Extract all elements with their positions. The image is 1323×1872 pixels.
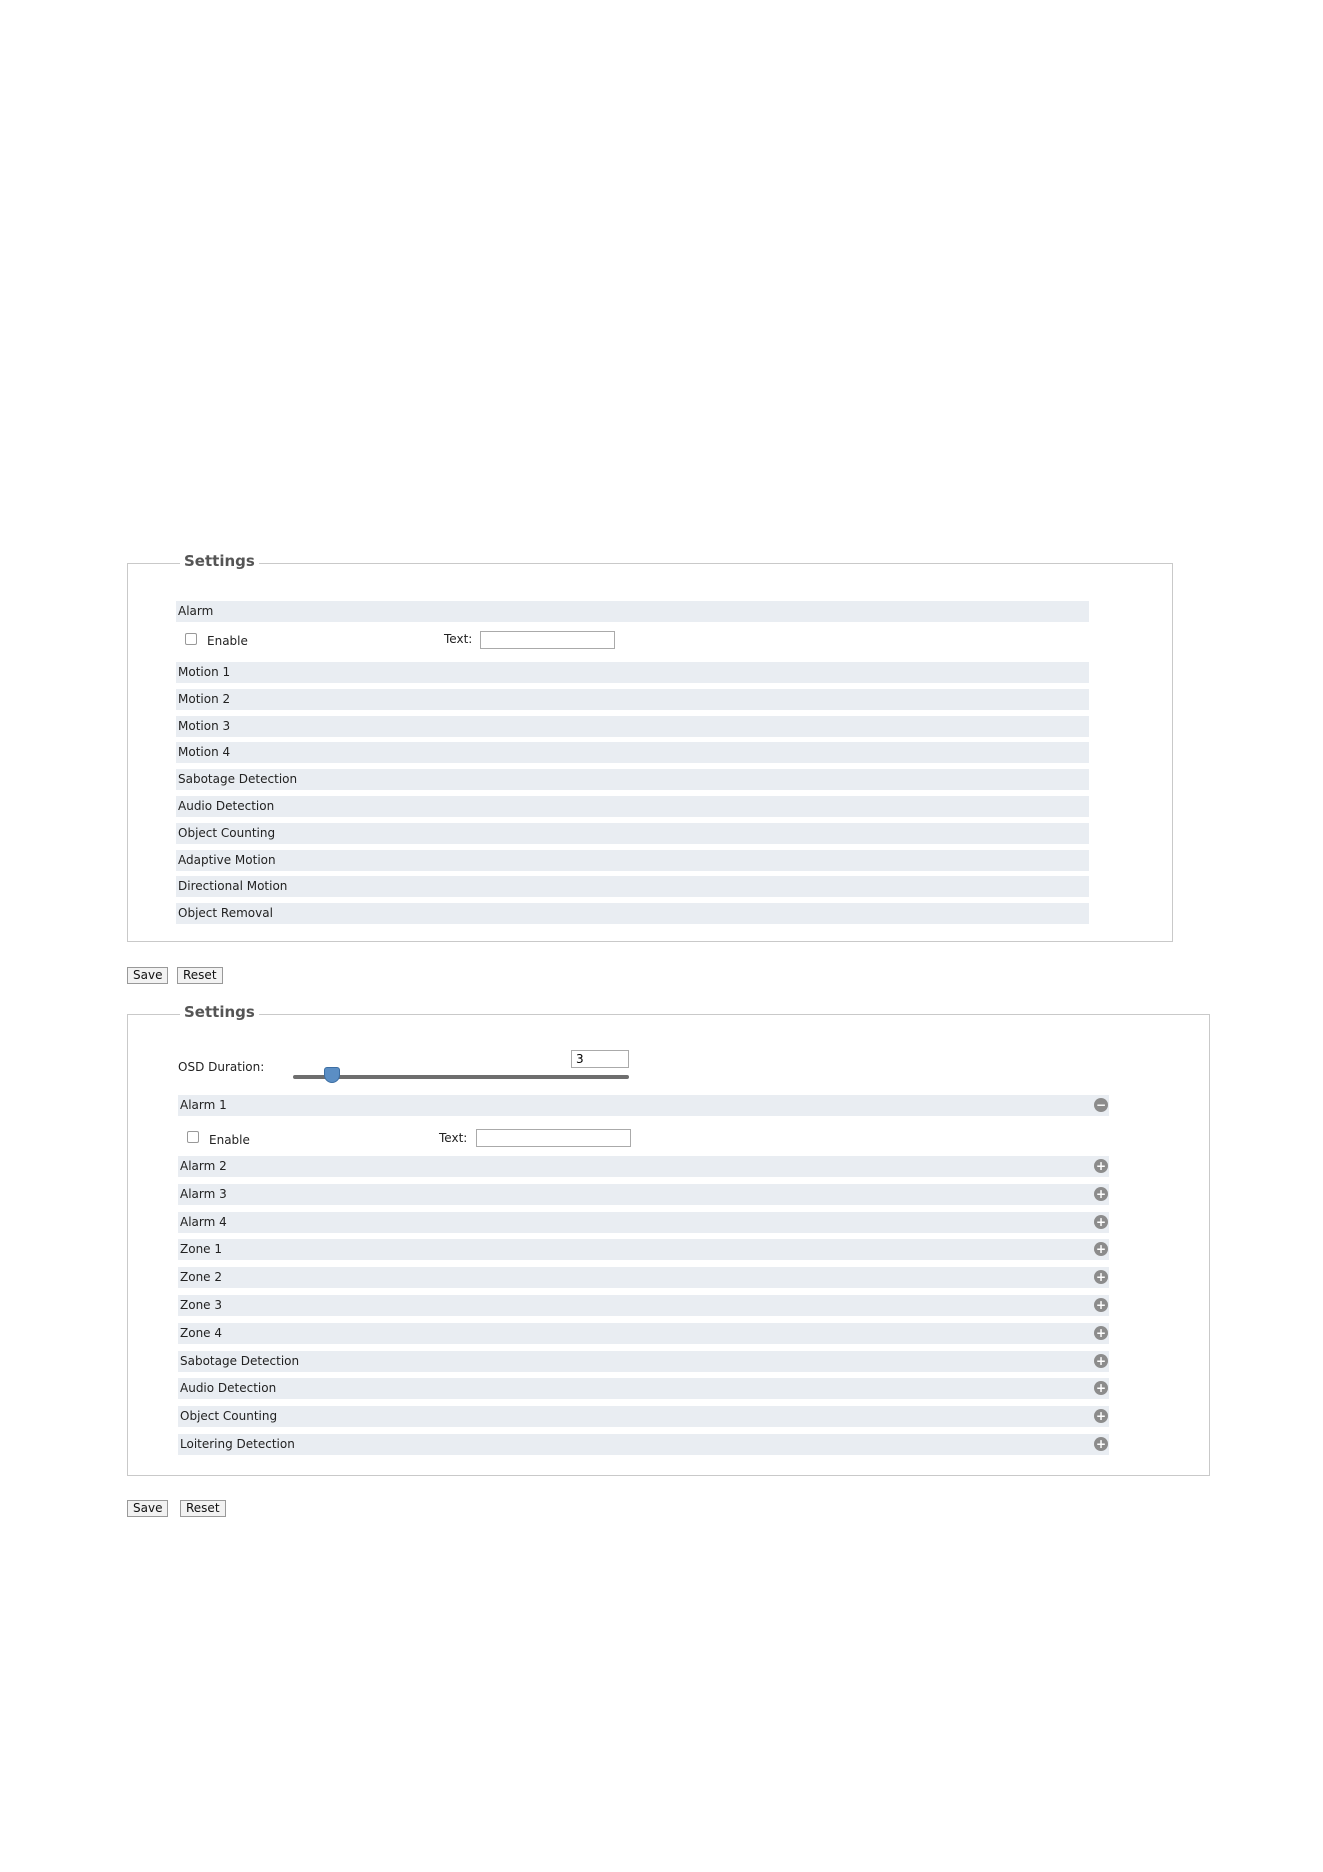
plus-circle-icon[interactable]: + [1095,1325,1107,1340]
section-label: Zone 1 [180,1242,222,1257]
section-header[interactable] [178,1406,1109,1427]
plus-circle-icon[interactable]: + [1095,1437,1107,1451]
section-label: Directional Motion [178,879,288,894]
section-label: Motion 3 [178,718,231,733]
section-label: Alarm 3 [180,1186,227,1201]
settings-legend: Settings [180,1003,259,1021]
section-header[interactable] [178,1239,1109,1260]
settings-legend: Settings [180,552,259,570]
section-label: Object Counting [180,1409,278,1424]
osd-duration-input[interactable] [571,1050,629,1068]
section-label: Motion 1 [178,665,231,679]
enable-checkbox[interactable] [185,633,197,645]
alarm-section-label: Alarm [178,604,214,618]
section-label: Zone 2 [180,1270,222,1285]
section-header[interactable] [176,769,1089,790]
section-header[interactable] [176,876,1089,897]
section-header[interactable] [176,823,1089,844]
section-label: Motion 4 [178,745,231,760]
section-label: Alarm 2 [180,1159,227,1173]
alarm-1-label: Alarm 1 [180,1098,227,1112]
plus-circle-icon[interactable]: + [1095,1214,1107,1229]
section-label: Loitering Detection [180,1437,295,1451]
reset-button[interactable]: Reset [180,1500,226,1517]
section-header[interactable] [178,1378,1109,1399]
alarm-text-input[interactable] [476,1129,631,1147]
section-header[interactable] [176,903,1089,924]
section-header[interactable] [176,796,1089,817]
section-header[interactable] [178,1156,1109,1177]
section-header[interactable] [178,1184,1109,1205]
section-label: Adaptive Motion [178,852,276,867]
section-label: Object Counting [178,825,276,840]
minus-circle-icon[interactable]: − [1095,1098,1107,1112]
text-label: Text: [444,632,473,646]
plus-circle-icon[interactable]: + [1095,1381,1107,1396]
alarm-1-section-header[interactable] [178,1095,1109,1116]
section-label: Sabotage Detection [180,1353,300,1368]
enable-label: Enable [209,1133,250,1147]
section-label: Object Removal [178,906,273,921]
slider-handle[interactable] [324,1067,340,1083]
enable-label: Enable [207,634,248,648]
section-label: Sabotage Detection [178,772,298,787]
section-header[interactable] [176,689,1089,710]
osd-duration-slider[interactable] [293,1075,629,1079]
section-label: Alarm 4 [180,1214,227,1229]
section-header[interactable] [178,1212,1109,1233]
save-button[interactable]: Save [127,1500,168,1517]
section-label: Zone 4 [180,1325,222,1340]
settings-panel-2 [127,1003,1210,1476]
alarm-text-input[interactable] [480,631,615,649]
plus-circle-icon[interactable]: + [1095,1270,1107,1285]
settings-panel-1 [127,552,1173,942]
alarm-section-header[interactable] [176,601,1089,622]
section-label: Zone 3 [180,1298,222,1312]
plus-circle-icon[interactable]: + [1095,1186,1107,1201]
section-header[interactable] [176,662,1089,683]
section-header[interactable] [178,1351,1109,1372]
section-header[interactable] [178,1323,1109,1344]
section-header[interactable] [178,1434,1109,1455]
section-header[interactable] [176,850,1089,871]
section-header[interactable] [178,1267,1109,1288]
section-header[interactable] [176,716,1089,737]
reset-button[interactable]: Reset [177,967,223,984]
section-header[interactable] [178,1295,1109,1316]
text-label: Text: [439,1131,468,1145]
plus-circle-icon[interactable]: + [1095,1298,1107,1312]
section-label: Motion 2 [178,691,231,706]
section-label: Audio Detection [178,799,275,813]
section-header[interactable] [176,742,1089,763]
section-label: Audio Detection [180,1381,277,1396]
enable-checkbox[interactable] [187,1131,199,1143]
save-button[interactable]: Save [127,967,168,984]
plus-circle-icon[interactable]: + [1095,1353,1107,1368]
plus-circle-icon[interactable]: + [1095,1242,1107,1257]
osd-duration-label: OSD Duration: [178,1060,265,1074]
plus-circle-icon[interactable]: + [1095,1409,1107,1424]
plus-circle-icon[interactable]: + [1095,1159,1107,1173]
